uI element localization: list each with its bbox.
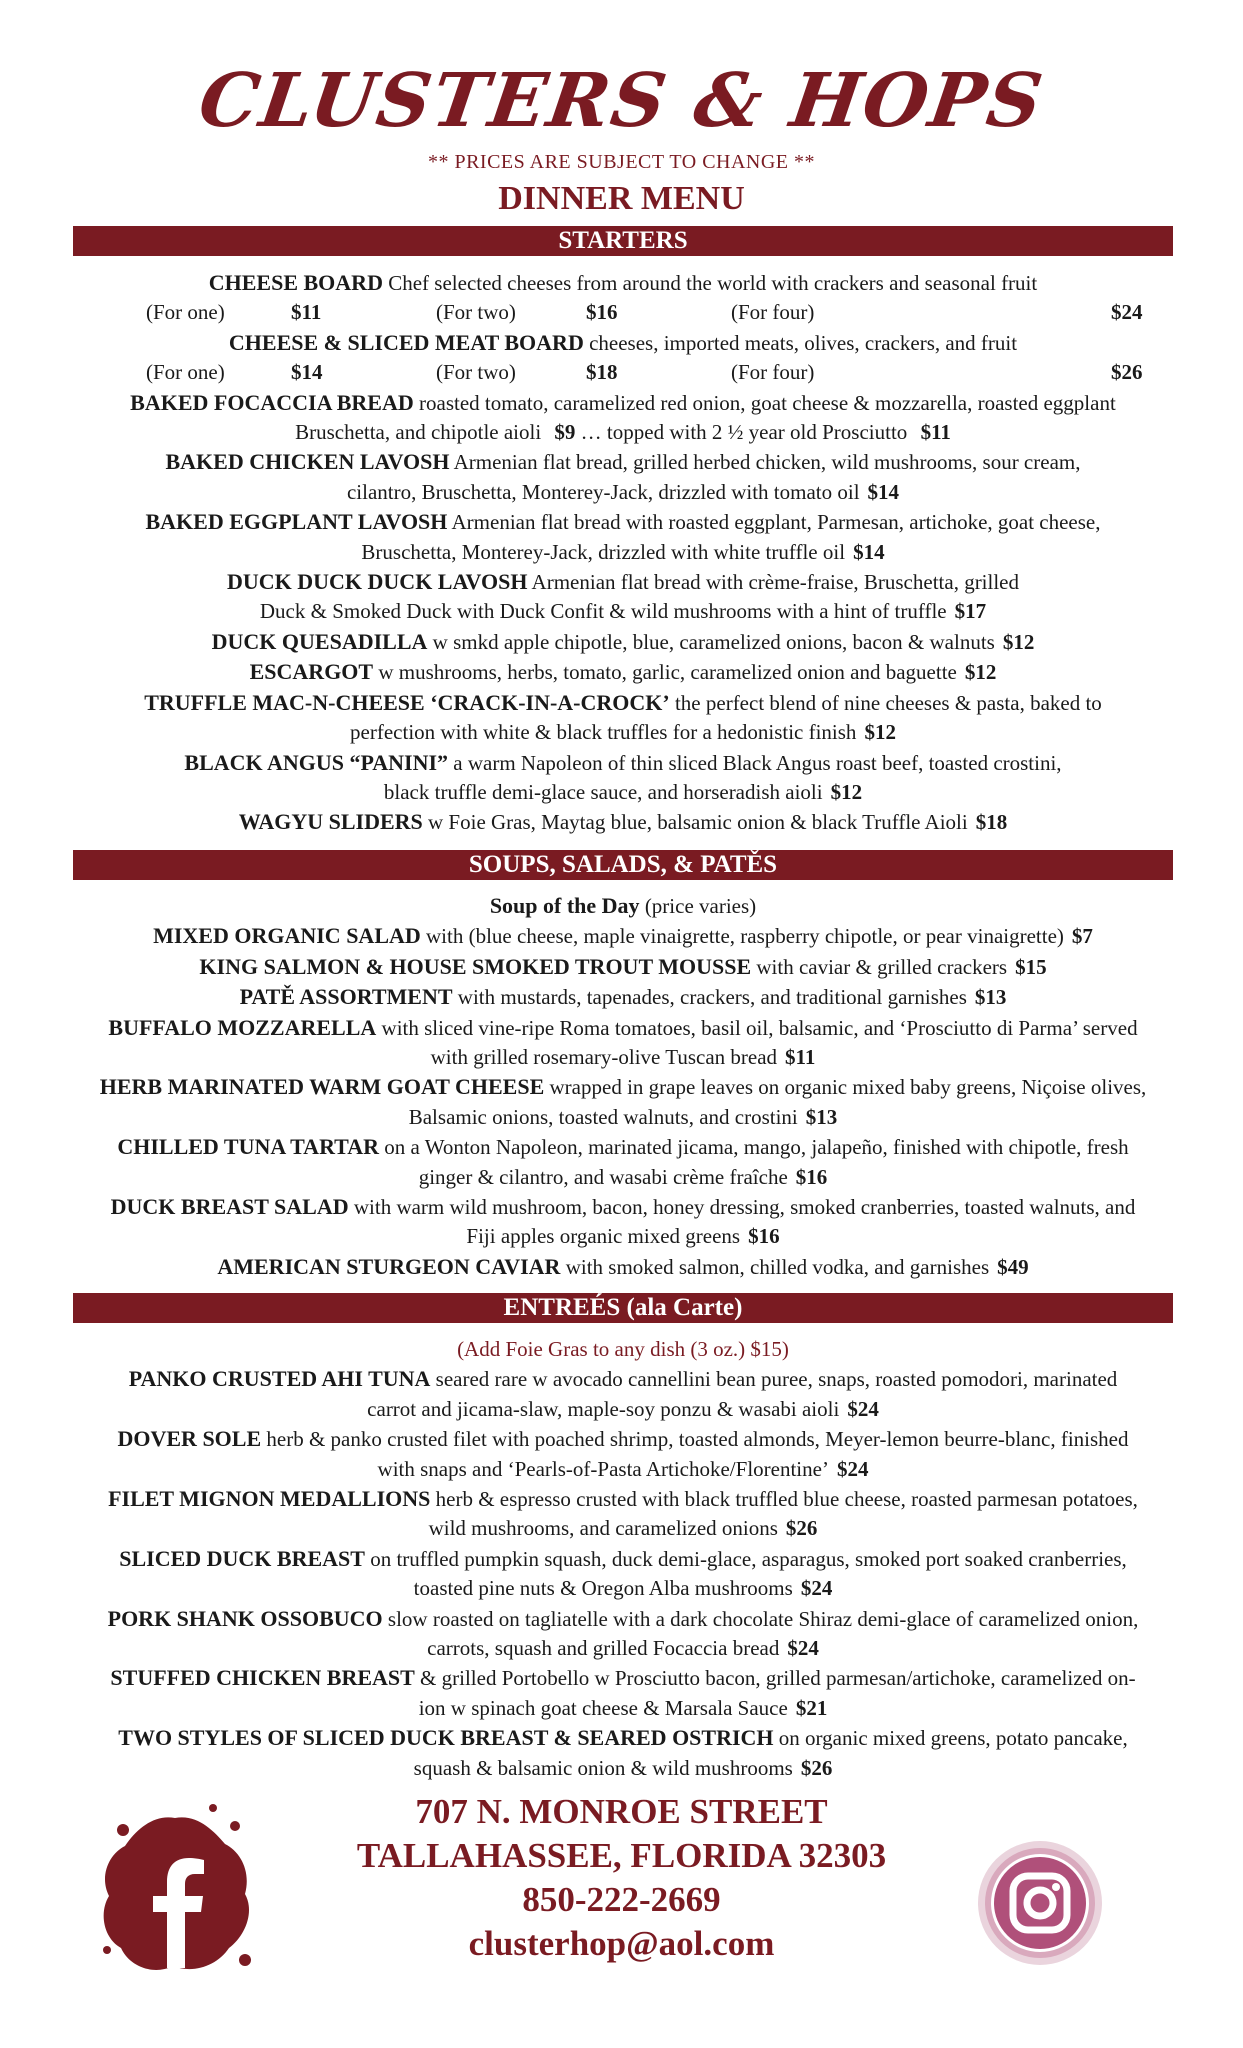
- item-price: $18: [975, 810, 1008, 835]
- item-desc: Balsamic onions, toasted walnuts, and crostini: [408, 1104, 798, 1129]
- size-label: (For two): [436, 360, 516, 385]
- facebook-icon[interactable]: [95, 1800, 255, 1980]
- item-price: $26: [785, 1516, 818, 1541]
- item-price: $24: [1111, 300, 1143, 325]
- item-desc: herb & espresso crusted with black truffled blue cheese, roasted parmesan potatoes,: [435, 1487, 1138, 1512]
- item-name: PANKO CRUSTED AHI TUNA: [128, 1366, 431, 1392]
- item-name: MIXED ORGANIC SALAD: [153, 923, 421, 949]
- item-name: KING SALMON & HOUSE SMOKED TROUT MOUSSE: [199, 953, 752, 979]
- item-price: $11: [291, 300, 322, 325]
- item-desc: Armenian flat bread with roasted eggplant, Parmesan, artichoke, goat cheese,: [451, 510, 1101, 535]
- item-desc: Chef selected cheeses from around the world with crackers and seasonal fruit: [388, 271, 1038, 295]
- item-desc: Bruschetta, and chipotle aioli: [295, 420, 542, 445]
- foie-gras-note: (Add Foie Gras to any dish (3 oz.) $15): [457, 1337, 789, 1361]
- item-desc: toasted pine nuts & Oregon Alba mushrooms: [413, 1576, 793, 1601]
- item-name: CHEESE BOARD: [208, 270, 383, 295]
- size-label: (For four): [731, 360, 815, 385]
- item-price: $16: [586, 300, 618, 325]
- item-name: CHILLED TUNA TARTAR: [117, 1134, 380, 1160]
- item-desc: herb & panko crusted filet with poached shrimp, toasted almonds, Meyer-lemon beurre-blanc, finished: [266, 1427, 1129, 1452]
- phone-number[interactable]: 850-222-2669: [522, 1880, 721, 1919]
- item-desc: with warm wild mushroom, bacon, honey dressing, smoked cranberries, toasted walnuts, and: [353, 1195, 1136, 1220]
- size-label: (For one): [146, 300, 225, 325]
- item-price: $17: [954, 599, 987, 624]
- item-price: $49: [997, 1254, 1029, 1279]
- item-name: PATĚ ASSORTMENT: [239, 984, 453, 1010]
- price-options: [146, 298, 1173, 327]
- size-label: (For one): [146, 360, 225, 385]
- item-name: HERB MARINATED WARM GOAT CHEESE: [99, 1074, 545, 1100]
- item-price: $26: [800, 1755, 833, 1780]
- item-name: DOVER SOLE: [117, 1426, 262, 1452]
- item-desc: with caviar & grilled crackers: [756, 954, 1008, 979]
- item-price: $11: [920, 420, 951, 445]
- item-price: $24: [800, 1576, 833, 1601]
- item-name: AMERICAN STURGEON CAVIAR: [217, 1253, 561, 1279]
- item-desc: a warm Napoleon of thin sliced Black Angus roast beef, toasted crostini,: [453, 750, 1062, 775]
- item-desc: carrot and jicama-slaw, maple-soy ponzu & wasabi aioli: [367, 1396, 840, 1421]
- item-name: BAKED FOCACCIA BREAD: [130, 389, 414, 415]
- item-desc: seared rare w avocado cannellini bean puree, snaps, roasted pomodori, marinated: [435, 1367, 1118, 1392]
- size-label: (For two): [436, 300, 516, 325]
- item-desc: (price varies): [644, 894, 757, 918]
- item-desc: with (blue cheese, maple vinaigrette, raspberry chipotle, or pear vinaigrette): [426, 924, 1064, 949]
- item-desc: with grilled rosemary-olive Tuscan bread: [430, 1045, 778, 1070]
- street-address: 707 N. MONROE STREET: [415, 1792, 828, 1831]
- item-price: $15: [1015, 954, 1047, 979]
- item-name: SLICED DUCK BREAST: [119, 1545, 365, 1571]
- item-desc: Fiji apples organic mixed greens: [466, 1224, 741, 1249]
- item-price: $13: [974, 985, 1007, 1010]
- item-price: $16: [748, 1224, 780, 1249]
- item-price: $14: [853, 539, 885, 564]
- item-name: FILET MIGNON MEDALLIONS: [108, 1486, 431, 1512]
- item-price: $24: [847, 1396, 879, 1421]
- item-desc: & grilled Portobello w Prosciutto bacon, grilled parmesan/artichoke, caramelized on-: [420, 1666, 1136, 1691]
- contact-info: [250, 1790, 993, 1966]
- section-heading-starters: STARTERS: [73, 226, 1173, 256]
- item-desc: ion w spinach goat cheese & Marsala Sauce: [418, 1695, 788, 1720]
- item-name: DUCK DUCK DUCK LAVOSH: [226, 569, 528, 595]
- item-desc: Armenian flat bread with crème-fraise, Bruschetta, grilled: [531, 570, 1020, 595]
- item-desc: squash & balsamic onion & wild mushrooms: [413, 1755, 793, 1780]
- entrees-list: [73, 1335, 1173, 1783]
- price-notice: ** PRICES ARE SUBJECT TO CHANGE **: [427, 151, 816, 173]
- item-desc: with mustards, tapenades, crackers, and traditional garnishes: [457, 985, 967, 1010]
- item-price: $9: [554, 420, 576, 445]
- item-price: $24: [836, 1456, 869, 1481]
- item-price: $12: [964, 660, 997, 685]
- section-heading-soups: SOUPS, SALADS, & PATĚS: [73, 850, 1173, 880]
- item-name: ESCARGOT: [249, 659, 374, 685]
- item-desc: with snaps and ‘Pearls-of-Pasta Artichoke/Florentine’: [377, 1456, 829, 1481]
- item-name: BAKED EGGPLANT LAVOSH: [145, 509, 448, 535]
- item-desc: carrots, squash and grilled Focaccia bread: [427, 1636, 780, 1661]
- item-name: STUFFED CHICKEN BREAST: [110, 1665, 415, 1691]
- item-price: $12: [830, 779, 863, 804]
- item-desc: ginger & cilantro, and wasabi crème fraîche: [418, 1164, 788, 1189]
- item-desc: cheeses, imported meats, olives, crackers, and fruit: [589, 330, 1018, 355]
- item-desc: on truffled pumpkin squash, duck demi-glace, asparagus, smoked port soaked cranberries,: [370, 1546, 1127, 1571]
- item-price: $13: [805, 1104, 838, 1129]
- item-price: $12: [864, 720, 896, 745]
- item-name: TRUFFLE MAC-N-CHEESE ‘CRACK-IN-A-CROCK’: [144, 689, 670, 715]
- item-desc: on organic mixed greens, potato pancake,: [778, 1726, 1128, 1751]
- item-desc: black truffle demi-glace sauce, and horseradish aioli: [383, 779, 823, 804]
- item-name: TWO STYLES OF SLICED DUCK BREAST & SEARED OSTRICH: [118, 1725, 774, 1751]
- menu-item-cont: [73, 418, 1173, 447]
- item-desc: with sliced vine-ripe Roma tomatoes, basil oil, balsamic, and ‘Prosciutto di Parma’ served: [381, 1015, 1138, 1040]
- item-price: $16: [795, 1164, 828, 1189]
- item-desc: cilantro, Bruschetta, Monterey-Jack, drizzled with tomato oil: [346, 479, 860, 504]
- item-name: Soup of the Day: [489, 893, 640, 918]
- item-desc: wild mushrooms, and caramelized onions: [428, 1516, 778, 1541]
- item-desc: on a Wonton Napoleon, marinated jicama, mango, jalapeño, finished with chipotle, fresh: [384, 1135, 1129, 1160]
- instagram-icon[interactable]: [975, 1838, 1105, 1968]
- item-desc: the perfect blend of nine cheeses & pasta, baked to: [674, 690, 1102, 715]
- item-desc: wrapped in grape leaves on organic mixed baby greens, Niçoise olives,: [549, 1075, 1147, 1100]
- starters-list: [73, 268, 1173, 838]
- item-name: WAGYU SLIDERS: [238, 809, 423, 835]
- item-price: $12: [1002, 629, 1035, 654]
- item-name: BUFFALO MOZZARELLA: [108, 1014, 377, 1040]
- item-desc: Bruschetta, Monterey-Jack, drizzled with white truffle oil: [361, 539, 846, 564]
- section-heading-entrees: ENTREÉS (ala Carte): [73, 1293, 1173, 1323]
- soups-list: [73, 891, 1173, 1282]
- item-price: $14: [867, 479, 900, 504]
- brand-logo: CLUSTERS & HOPS: [193, 58, 1050, 144]
- city-state-zip: TALLAHASSEE, FLORIDA 32303: [356, 1836, 887, 1875]
- item-desc: Armenian flat bread, grilled herbed chicken, wild mushrooms, sour cream,: [453, 450, 1081, 475]
- size-label: (For four): [731, 300, 815, 325]
- item-price: $14: [291, 360, 323, 385]
- menu-item: [73, 328, 1173, 358]
- menu-title: DINNER MENU: [498, 180, 745, 217]
- menu-item: [73, 268, 1173, 298]
- item-name: PORK SHANK OSSOBUCO: [107, 1605, 383, 1631]
- item-desc: w smkd apple chipotle, blue, caramelized onions, bacon & walnuts: [432, 629, 995, 654]
- price-options: [146, 358, 1173, 387]
- item-desc: … topped with 2 ½ year old Prosciutto: [580, 420, 908, 445]
- item-name: DUCK BREAST SALAD: [110, 1194, 349, 1220]
- item-desc: w Foie Gras, Maytag blue, balsamic onion & black Truffle Aioli: [428, 810, 968, 835]
- item-desc: perfection with white & black truffles for a hedonistic finish: [350, 720, 857, 745]
- item-name: CHEESE & SLICED MEAT BOARD: [228, 329, 584, 355]
- menu-item: [73, 388, 1173, 418]
- item-name: BAKED CHICKEN LAVOSH: [165, 449, 450, 475]
- item-price: $24: [787, 1636, 819, 1661]
- item-desc: slow roasted on tagliatelle with a dark chocolate Shiraz demi-glace of caramelized onion,: [387, 1606, 1139, 1631]
- item-price: $21: [795, 1695, 828, 1720]
- item-price: $26: [1111, 360, 1143, 385]
- item-name: DUCK QUESADILLA: [211, 628, 428, 654]
- item-desc: w mushrooms, herbs, tomato, garlic, caramelized onion and baguette: [378, 660, 957, 685]
- email-address[interactable]: clusterhop@aol.com: [468, 1924, 775, 1963]
- item-price: $18: [586, 360, 618, 385]
- item-desc: Duck & Smoked Duck with Duck Confit & wild mushrooms with a hint of truffle: [259, 599, 947, 624]
- item-desc: roasted tomato, caramelized red onion, goat cheese & mozzarella, roasted eggplant: [419, 390, 1116, 415]
- item-name: BLACK ANGUS “PANINI”: [184, 749, 449, 775]
- item-price: $7: [1071, 924, 1093, 949]
- item-desc: with smoked salmon, chilled vodka, and garnishes: [565, 1254, 990, 1279]
- item-price: $11: [785, 1045, 816, 1070]
